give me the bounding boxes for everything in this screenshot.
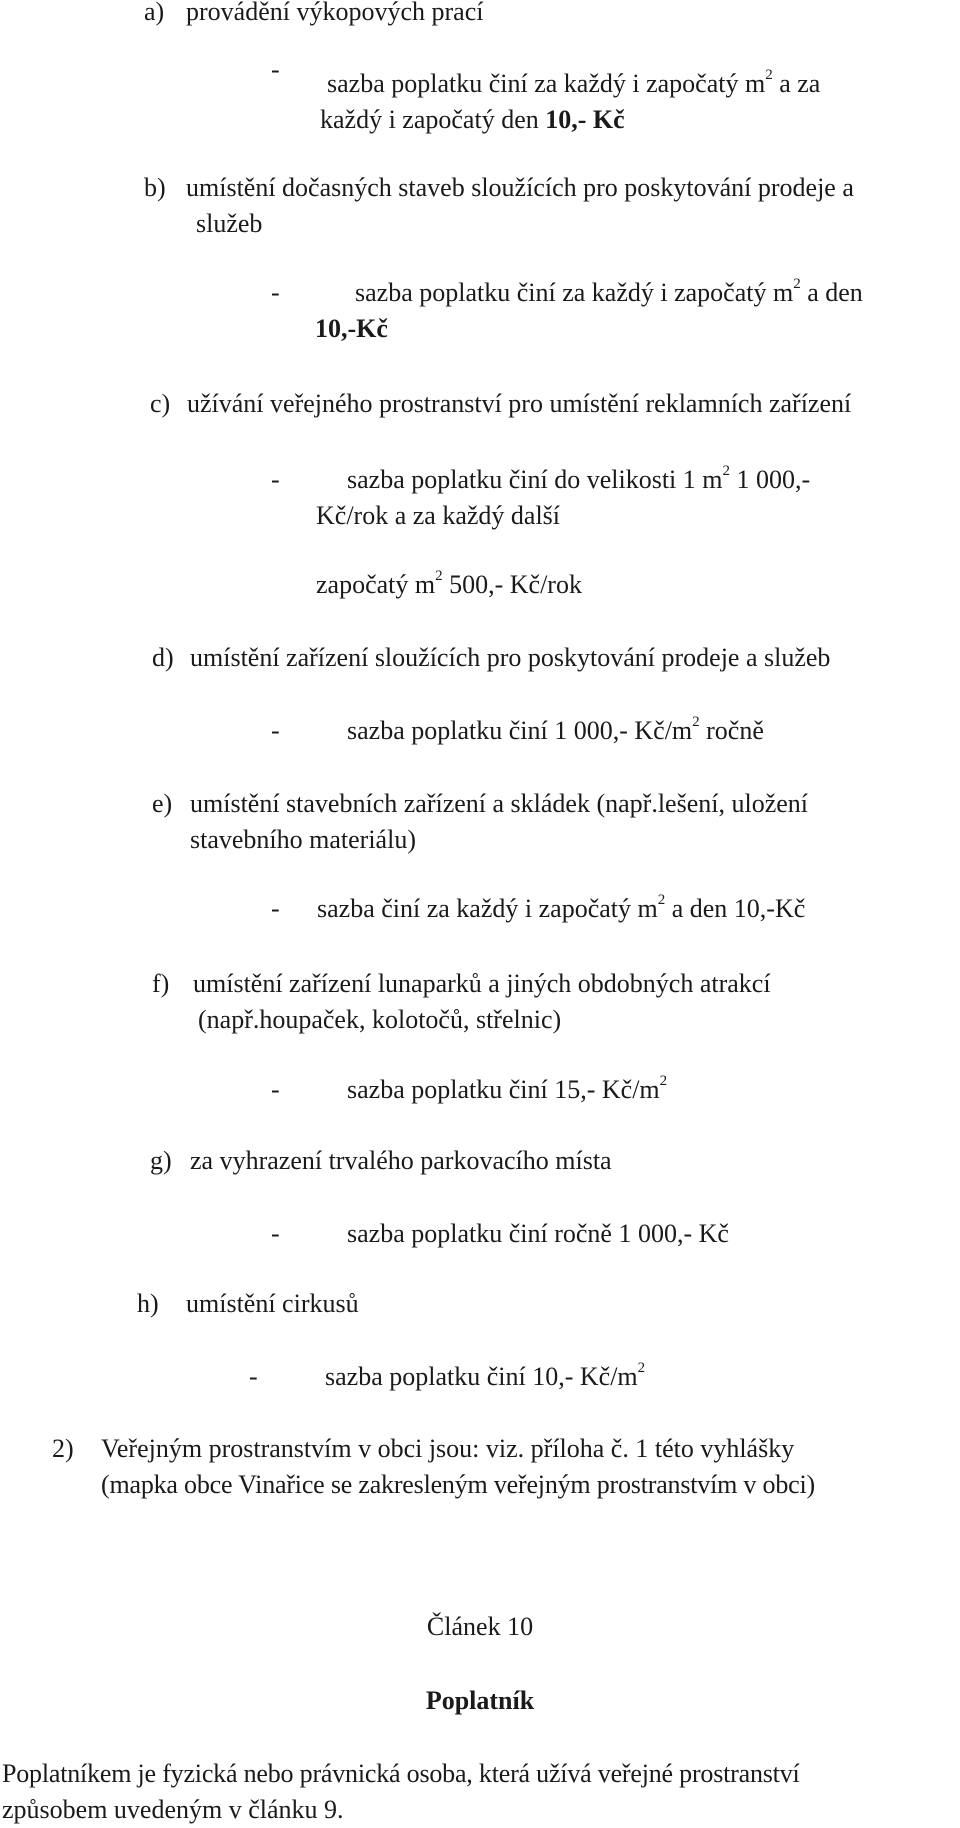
item-label: h) bbox=[137, 1289, 159, 1318]
item-title: za vyhrazení trvalého parkovacího místa bbox=[190, 1146, 612, 1175]
item-title: umístění zařízení sloužících pro poskytování prodeje a služeb bbox=[190, 643, 831, 672]
item-title: umístění dočasných staveb sloužících pro poskytování prodeje a bbox=[186, 173, 854, 202]
rate-text: sazba poplatku činí 1 000,- $Kč/m^2$ ročně bbox=[347, 714, 764, 745]
rate-text-cont: započatý $m^2$ 500,- Kč/rok bbox=[316, 568, 582, 599]
dash: - bbox=[271, 1075, 280, 1104]
rate-text: sazba poplatku činí ročně 1 000,- Kč bbox=[347, 1219, 729, 1248]
rate-text: sazba činí za každý i započatý $m^2$ a den 10,-Kč bbox=[317, 892, 806, 923]
rate-text-cont: 10,-Kč bbox=[315, 314, 388, 343]
item-title-cont: stavebního materiálu) bbox=[190, 825, 416, 854]
item-title: umístění stavebních zařízení a skládek (např.lešení, uložení bbox=[190, 789, 808, 818]
item-label: f) bbox=[152, 969, 170, 998]
dash: - bbox=[271, 894, 280, 923]
rate-text: sazba poplatku činí 10,- $Kč/m^2$ bbox=[325, 1360, 646, 1391]
rate-text: sazba poplatku činí za každý i započatý $m^2$ a den bbox=[355, 276, 863, 307]
rate-text: sazba poplatku činí za každý i započatý $m^2$ a za bbox=[327, 67, 821, 98]
item-label: g) bbox=[150, 1146, 172, 1175]
paragraph-line: Poplatníkem je fyzická nebo právnická osoba, která užívá veřejné prostranství bbox=[2, 1759, 800, 1788]
dash: - bbox=[271, 55, 280, 84]
item-label: b) bbox=[144, 173, 166, 202]
item-label: e) bbox=[152, 789, 173, 818]
item-title-cont: (např.houpaček, kolotočů, střelnic) bbox=[198, 1005, 562, 1034]
dash: - bbox=[271, 716, 280, 745]
dash: - bbox=[271, 278, 280, 307]
item-title: umístění zařízení lunaparků a jiných obdobných atrakcí bbox=[193, 969, 771, 998]
dash: - bbox=[271, 1219, 280, 1248]
dash: - bbox=[249, 1362, 258, 1391]
article-heading: Poplatník bbox=[425, 1686, 535, 1715]
point-text-cont: (mapka obce Vinařice se zakresleným veřejným prostranstvím v obci) bbox=[101, 1470, 815, 1499]
item-label: c) bbox=[150, 389, 171, 418]
rate-text-cont: Kč/rok a za každý další bbox=[316, 501, 561, 530]
item-title: provádění výkopových prací bbox=[186, 0, 484, 26]
item-title: umístění cirkusů bbox=[186, 1289, 359, 1318]
rate-text-cont: každý i započatý den 10,- Kč bbox=[320, 105, 625, 134]
paragraph-line: způsobem uvedeným v článku 9. bbox=[2, 1795, 344, 1824]
point-text: Veřejným prostranstvím v obci jsou: viz. příloha č. 1 této vyhlášky bbox=[101, 1434, 795, 1463]
rate-text: sazba poplatku činí do velikosti 1 $m^2$ 1 000,- bbox=[347, 463, 811, 494]
dash: - bbox=[271, 465, 280, 494]
item-label: d) bbox=[152, 643, 174, 672]
point-label: 2) bbox=[52, 1434, 74, 1463]
item-label: a) bbox=[144, 0, 165, 26]
article-number: Článek 10 bbox=[426, 1612, 534, 1641]
rate-text: sazba poplatku činí 15,- $Kč/m^2$ bbox=[347, 1073, 668, 1104]
item-title: užívání veřejného prostranství pro umístění reklamních zařízení bbox=[187, 389, 852, 418]
item-title-cont: služeb bbox=[196, 209, 263, 238]
